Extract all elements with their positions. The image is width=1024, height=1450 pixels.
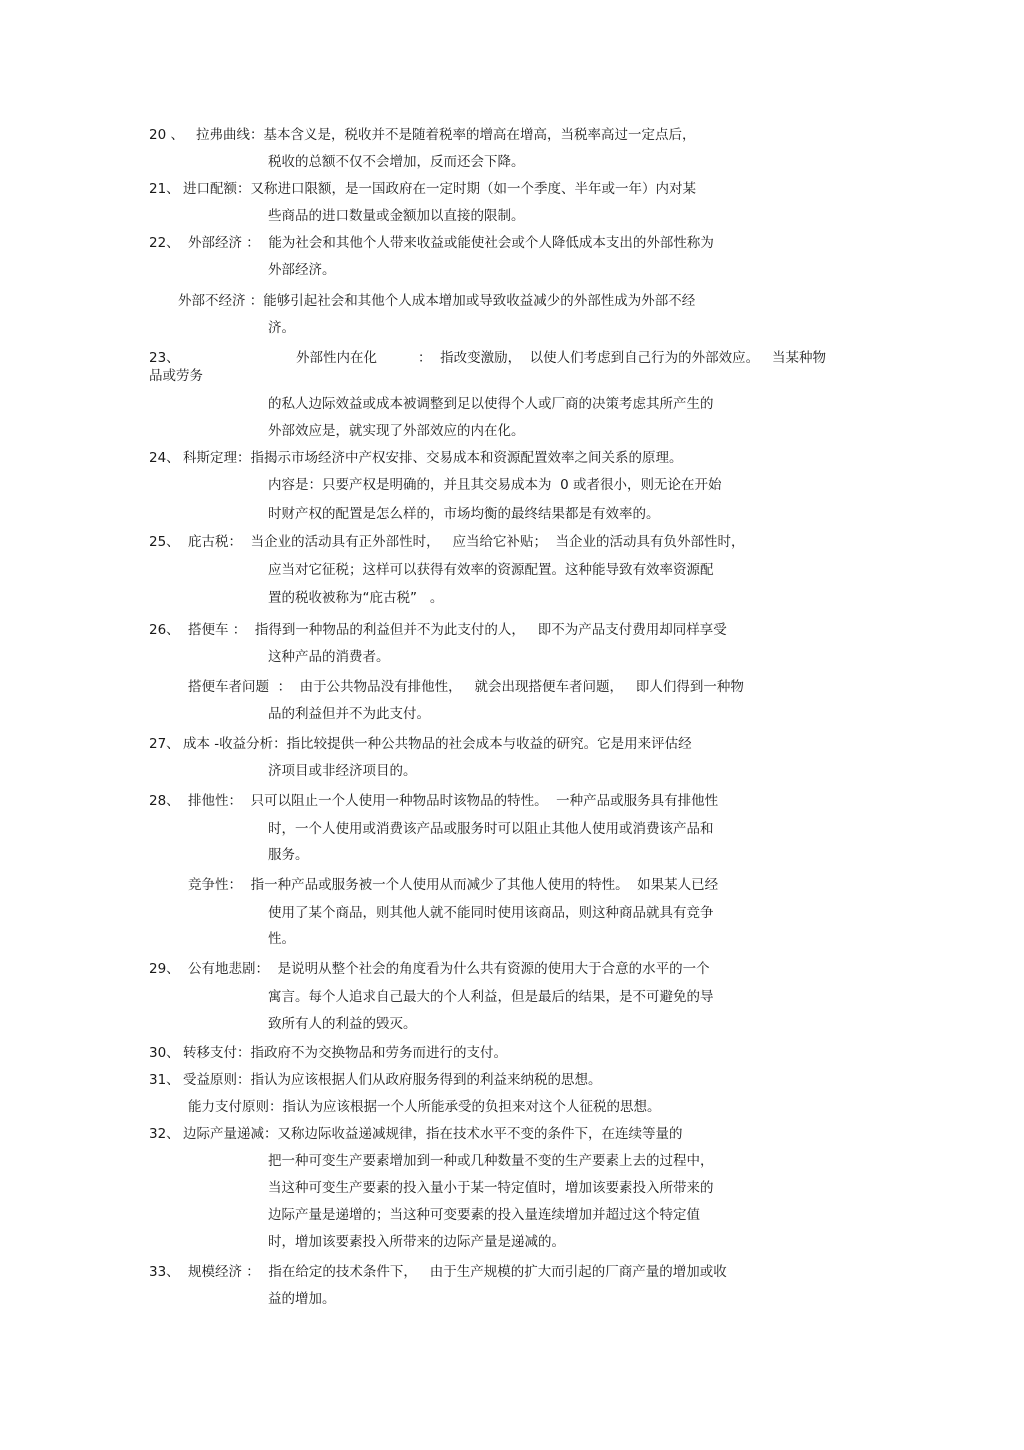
entry-continuation: 置的税收被称为“庇古税” 。 — [268, 590, 444, 606]
entry-definition: 竞争性： 指一种产品或服务被一个人使用从而减少了其他人使用的特性。 如果某人已经 — [188, 877, 719, 893]
entry-number: 25、 — [149, 534, 180, 550]
entry-continuation: 当这种可变生产要素的投入量小于某一特定值时，增加该要素投入所带来的 — [268, 1180, 714, 1196]
entry-definition: 外部经济 ： 能为社会和其他个人带来收益或能使社会或个人降低成本支出的外部性称为 — [188, 235, 714, 251]
entry-continuation: 济项目或非经济项目的。 — [268, 763, 417, 779]
entry-definition: 排他性： 只可以阻止一个人使用一种物品时该物品的特性。 一种产品或服务具有排他性 — [188, 793, 719, 809]
entry-definition: 成本 -收益分析：指比较提供一种公共物品的社会成本与收益的研究。它是用来评估经 — [183, 736, 692, 752]
entry-number: 28、 — [149, 793, 180, 809]
entry-definition: 边际产量递减：又称边际收益递减规律，指在技术水平不变的条件下，在连续等量的 — [183, 1126, 683, 1142]
entry-number: 29、 — [149, 961, 180, 977]
entry-continuation: 外部经济。 — [268, 262, 336, 278]
entry-definition: 进口配额：又称进口限额，是一国政府在一定时期（如一个季度、半年或一年）内对某 — [183, 181, 696, 197]
entry-definition: 公有地悲剧： 是说明从整个社会的角度看为什么共有资源的使用大于合意的水平的一个 — [188, 961, 710, 977]
entry-continuation: 内容是：只要产权是明确的，并且其交易成本为 0 或者很小，则无论在开始 — [268, 477, 722, 493]
entry-definition: 受益原则：指认为应该根据人们从政府服务得到的利益来纳税的思想。 — [183, 1072, 602, 1088]
entry-number: 24、 — [149, 450, 180, 466]
entry-definition: 转移支付：指政府不为交换物品和劳务而进行的支付。 — [183, 1045, 507, 1061]
entry-definition: ： 指改变激励， 以使人们考虑到自己行为的外部效应。 当某种物 — [418, 350, 827, 366]
entry-number: 27、 — [149, 736, 180, 752]
entry-continuation: 时，一个人使用或消费该产品或服务时可以阻止其他人使用或消费该产品和 — [268, 821, 714, 837]
entry-continuation: 外部效应是，就实现了外部效应的内在化。 — [268, 423, 525, 439]
entry-continuation: 这种产品的消费者。 — [268, 649, 390, 665]
entry-number: 31、 — [149, 1072, 180, 1088]
entry-continuation: 品或劳务 — [149, 368, 203, 384]
entry-number: 32、 — [149, 1126, 180, 1142]
entry-continuation: 时，增加该要素投入所带来的边际产量是递减的。 — [268, 1234, 565, 1250]
entry-number: 33、 — [149, 1264, 180, 1280]
entry-continuation: 税收的总额不仅不会增加，反而还会下降。 — [268, 154, 525, 170]
entry-number: 22、 — [149, 235, 180, 251]
entry-number: 30、 — [149, 1045, 180, 1061]
entry-definition: 搭便车者问题 ： 由于公共物品没有排他性， 就会出现搭便车者问题， 即人们得到一种物 — [188, 679, 744, 695]
entry-definition: 能力支付原则：指认为应该根据一个人所能承受的负担来对这个人征税的思想。 — [188, 1099, 661, 1115]
entry-definition: 科斯定理：指揭示市场经济中产权安排、交易成本和资源配置效率之间关系的原理。 — [183, 450, 683, 466]
entry-continuation: 寓言。每个人追求自己最大的个人利益，但是最后的结果，是不可避免的导 — [268, 989, 714, 1005]
entry-continuation: 些商品的进口数量或金额加以直接的限制。 — [268, 208, 525, 224]
entry-continuation: 把一种可变生产要素增加到一种或几种数量不变的生产要素上去的过程中， — [268, 1153, 714, 1169]
entry-continuation: 致所有人的利益的毁灭。 — [268, 1016, 417, 1032]
entry-continuation: 服务。 — [268, 847, 309, 863]
entry-definition: 庇古税： 当企业的活动具有正外部性时， 应当给它补贴； 当企业的活动具有负外部性时， — [188, 534, 745, 550]
entry-number: 26、 — [149, 622, 180, 638]
entry-continuation: 性。 — [268, 931, 295, 947]
entry-continuation: 应当对它征税；这样可以获得有效率的资源配置。这种能导致有效率资源配 — [268, 562, 714, 578]
entry-definition: 规模经济 ： 指在给定的技术条件下， 由于生产规模的扩大而引起的厂商产量的增加或收 — [188, 1264, 727, 1280]
entry-definition: 搭便车 ： 指得到一种物品的利益但并不为此支付的人， 即不为产品支付费用却同样享受 — [188, 622, 727, 638]
entry-continuation: 品的利益但并不为此支付。 — [268, 706, 430, 722]
entry-definition: 外部不经济 ：能够引起社会和其他个人成本增加或导致收益减少的外部性成为外部不经 — [178, 293, 696, 309]
entry-continuation: 益的增加。 — [268, 1291, 336, 1307]
entry-continuation: 边际产量是递增的；当这种可变要素的投入量连续增加并超过这个特定值 — [268, 1207, 700, 1223]
entry-number: 20 、 — [149, 127, 184, 143]
entry-continuation: 的私人边际效益或成本被调整到足以使得个人或厂商的决策考虑其所产生的 — [268, 396, 714, 412]
entry-continuation: 济。 — [268, 320, 295, 336]
entry-definition: 拉弗曲线：基本含义是，税收并不是随着税率的增高在增高，当税率高过一定点后， — [196, 127, 696, 143]
entry-number: 23、 — [149, 350, 180, 366]
entry-continuation: 使用了某个商品，则其他人就不能同时使用该商品，则这种商品就具有竞争 — [268, 905, 714, 921]
entry-number: 21、 — [149, 181, 180, 197]
entry-term: 外部性内在化 — [296, 350, 377, 366]
entry-continuation: 时财产权的配置是怎么样的，市场均衡的最终结果都是有效率的。 — [268, 506, 660, 522]
